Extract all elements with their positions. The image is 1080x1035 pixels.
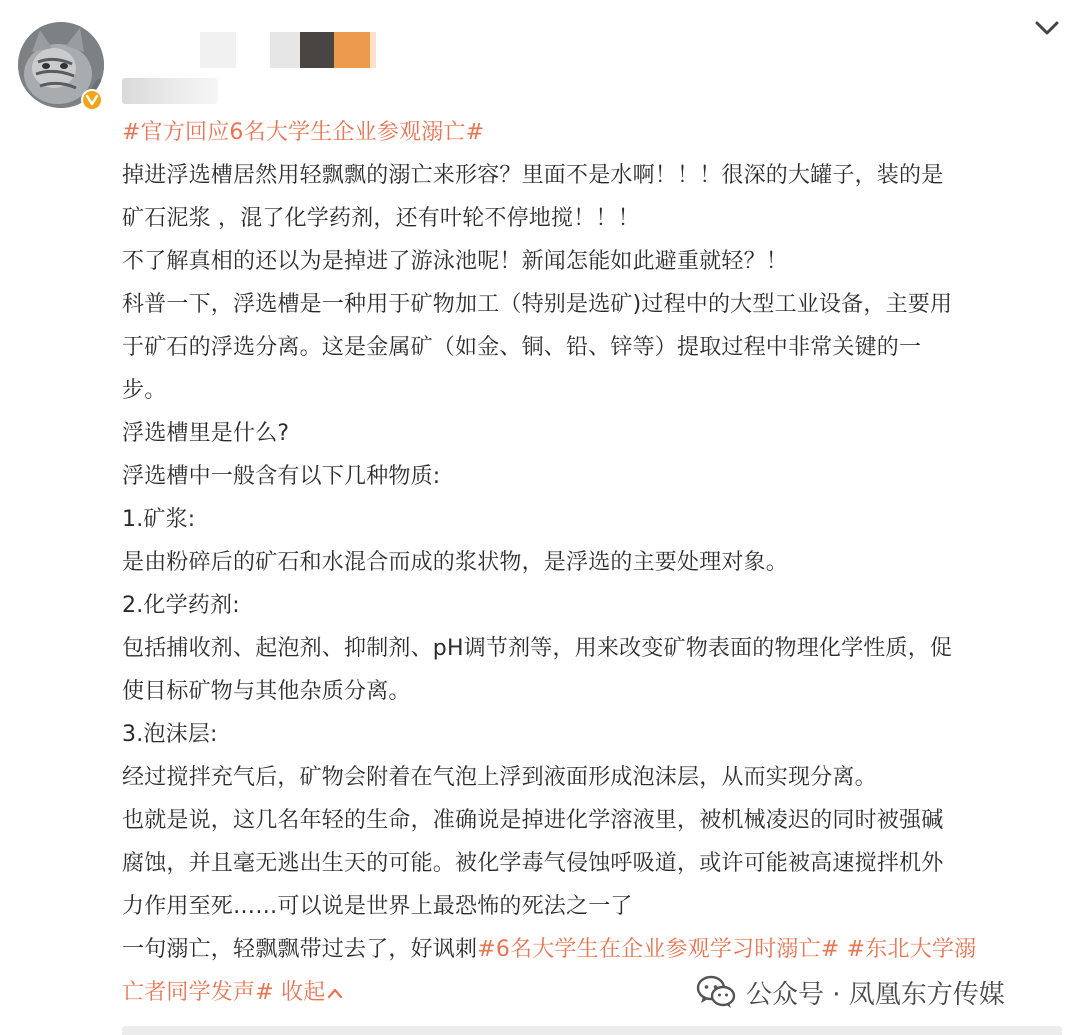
- wechat-icon: [696, 975, 736, 1009]
- post-line: 浮选槽中一般含有以下几种物质:: [122, 464, 441, 489]
- next-card-edge: [122, 1026, 1062, 1035]
- post-line: 科普一下，浮选槽是一种用于矿物加工（特别是选矿)过程中的大型工业设备，主要用: [122, 292, 953, 317]
- post-line: 3.泡沫层:: [122, 722, 218, 747]
- post-line: 2.化学药剂:: [122, 593, 240, 618]
- post-line: 1.矿浆:: [122, 507, 196, 532]
- post-line: 不了解真相的还以为是掉进了游泳池呢！新闻怎能如此避重就轻？！: [122, 249, 789, 274]
- hashtag-link[interactable]: 亡者同学发声#: [122, 980, 274, 1005]
- hashtag-link[interactable]: #6名大学生在企业参观学习时溺亡#: [477, 937, 840, 962]
- post-line: 浮选槽里是什么?: [122, 421, 290, 446]
- post-closing-line: [122, 928, 1062, 971]
- post-line: 也就是说，这几名年轻的生命，准确说是掉进化学溶液里，被机械凌迟的同时被强碱: [122, 808, 944, 833]
- post-line: 于矿石的浮选分离。这是金属矿（如金、铜、铅、锌等）提取过程中非常关键的一: [122, 335, 922, 360]
- post-body: [122, 111, 1062, 1014]
- post-line: 步。: [122, 378, 167, 403]
- post-line: 掉进浮选槽居然用轻飘飘的溺亡来形容？里面不是水啊！！！很深的大罐子，装的是: [122, 163, 944, 188]
- post-line: 使目标矿物与其他杂质分离。: [122, 679, 411, 704]
- collapse-button[interactable]: [274, 980, 344, 1005]
- post-line: 腐蚀，并且毫无逃出生天的可能。被化学毒气侵蚀呼吸道，或许可能被高速搅拌机外: [122, 851, 944, 876]
- post-line: 矿石泥浆 ，混了化学药剂，还有叶轮不停地搅！！！: [122, 206, 640, 231]
- post-time-redacted: [122, 78, 218, 104]
- post-line: 力作用至死……可以说是世界上最恐怖的死法之一了: [122, 894, 633, 919]
- verified-badge-icon: [81, 89, 103, 111]
- username-redacted[interactable]: [200, 32, 376, 68]
- hashtag-link[interactable]: #东北大学溺: [839, 937, 977, 962]
- post-line: 经过搅拌充气后，矿物会附着在气泡上浮到液面形成泡沫层，从而实现分离。: [122, 765, 877, 790]
- watermark: [696, 970, 1005, 1014]
- post-line: 包括捕收剂、起泡剂、抑制剂、pH调节剂等，用来改变矿物表面的物理化学性质，促: [122, 636, 953, 661]
- hashtag-link[interactable]: #官方回应6名大学生企业参观溺亡#: [122, 120, 485, 145]
- closing-text: 一句溺亡，轻飘飘带过去了，好讽刺: [122, 937, 478, 962]
- chevron-down-icon[interactable]: [1034, 18, 1060, 38]
- post-line: 是由粉碎后的矿石和水混合而成的浆状物，是浮选的主要处理对象。: [122, 550, 789, 575]
- watermark-text: 公众号 · 凤凰东方传媒: [746, 979, 1005, 1010]
- collapse-label: 收起: [273, 980, 326, 1005]
- chevron-up-icon: [327, 987, 343, 999]
